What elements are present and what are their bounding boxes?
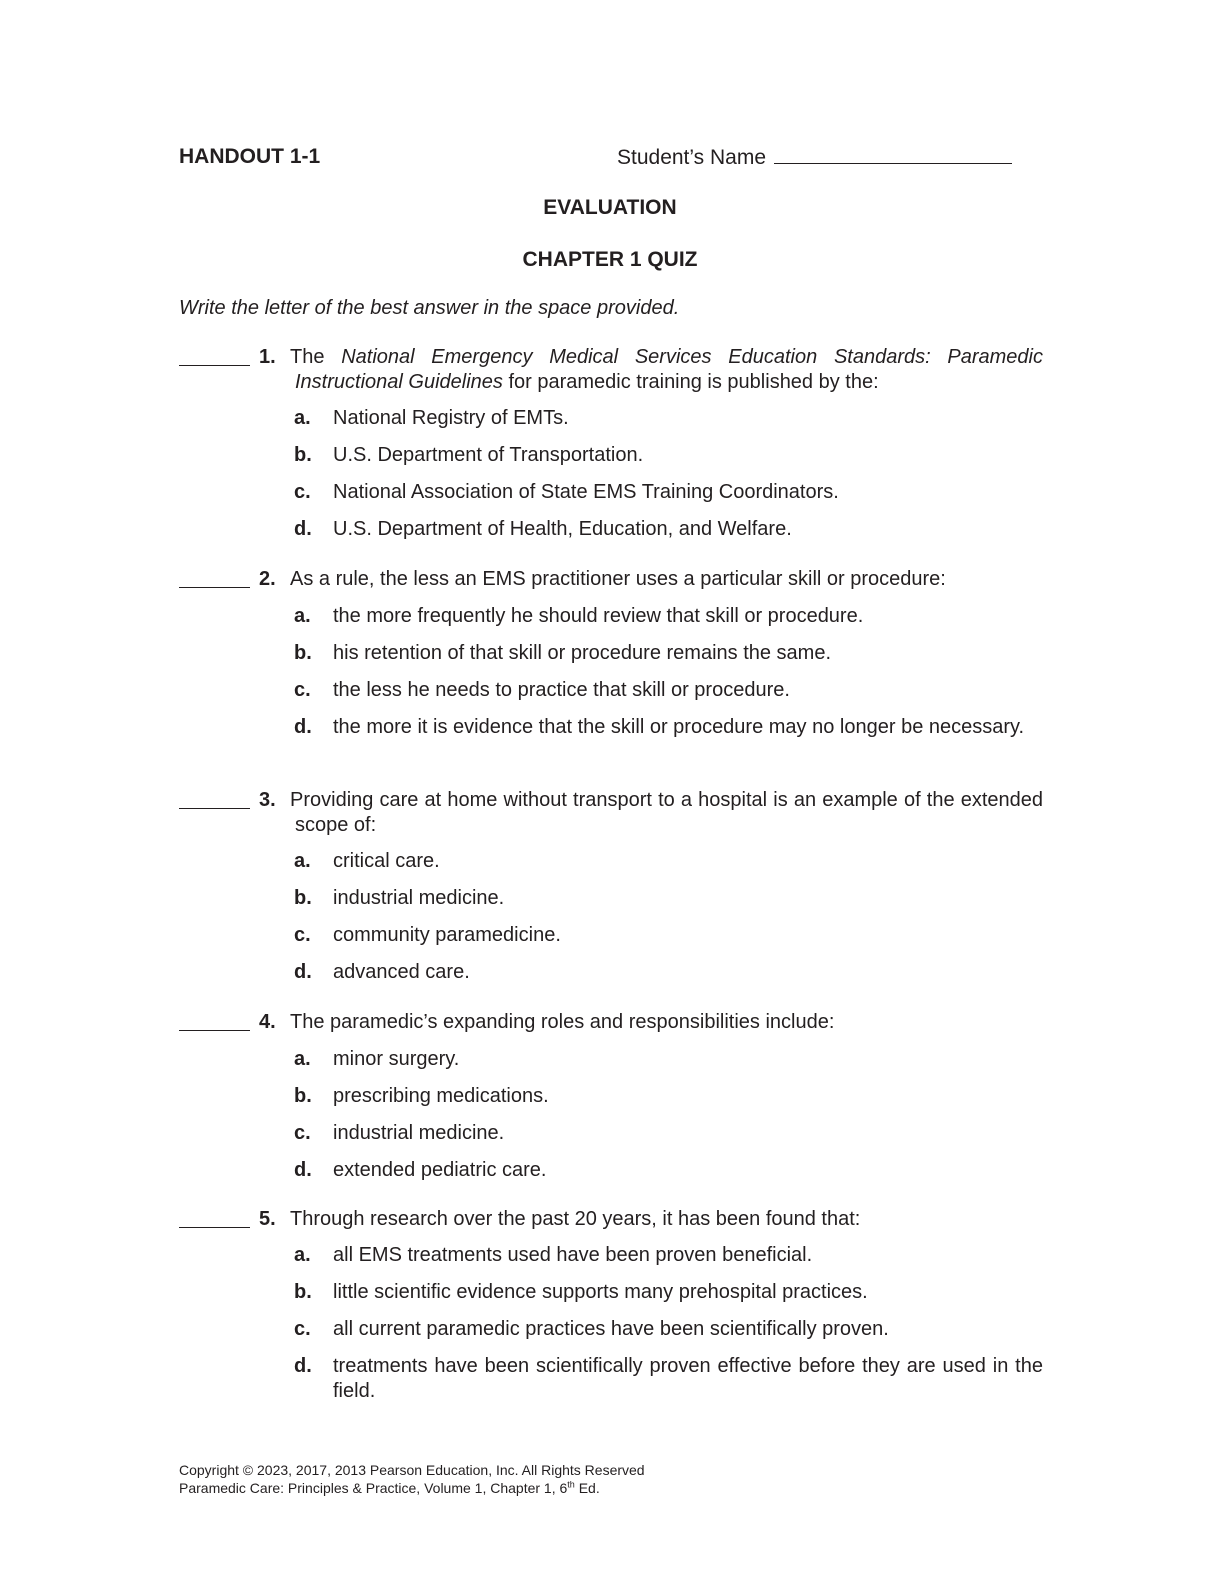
student-name-field bbox=[617, 143, 1012, 172]
question-number: 1. bbox=[259, 346, 276, 368]
option-d: d. treatments have been scientifically proven effective before they are used in the field. bbox=[294, 1355, 1043, 1402]
question-number: 4. bbox=[259, 1011, 276, 1033]
option-d: d. the more it is evidence that the skill or procedure may no longer be necessary. bbox=[294, 716, 1025, 738]
option-c: c. all current paramedic practices have been scientifically proven. bbox=[294, 1318, 889, 1340]
option-a: a. the more frequently he should review that skill or procedure. bbox=[294, 605, 864, 627]
copyright-notice: Copyright © 2023, 2017, 2013 Pearson Education, Inc. All Rights Reserved bbox=[179, 1462, 645, 1478]
question-text: Through research over the past 20 years, it has been found that: bbox=[290, 1208, 861, 1230]
student-name-label: Student’s Name bbox=[617, 146, 767, 169]
question-4 bbox=[179, 1010, 1043, 1183]
option-c: c. industrial medicine. bbox=[294, 1122, 505, 1144]
answer-blank-1[interactable] bbox=[179, 345, 250, 366]
question-text: The paramedic’s expanding roles and responsibilities include: bbox=[290, 1011, 835, 1033]
question-2 bbox=[179, 567, 1043, 740]
option-a: a. critical care. bbox=[294, 850, 440, 872]
option-c: c. community paramedicine. bbox=[294, 924, 561, 946]
question-3 bbox=[179, 788, 1043, 985]
option-b: b. industrial medicine. bbox=[294, 887, 505, 909]
handout-label: HANDOUT 1-1 bbox=[179, 145, 321, 168]
question-text: Providing care at home without transport to a hospital is an example of the extended scope of: bbox=[290, 789, 1043, 836]
option-a: a. all EMS treatments used have been proven beneficial. bbox=[294, 1244, 813, 1266]
question-text: The National Emergency Medical Services Education Standards: Paramedic Instructional Guidelines for paramedic training is published by the: bbox=[290, 346, 1043, 393]
option-d: d. U.S. Department of Health, Education, and Welfare. bbox=[294, 518, 792, 540]
question-5 bbox=[179, 1207, 1043, 1404]
option-b: b. his retention of that skill or procedure remains the same. bbox=[294, 642, 832, 664]
option-d: d. advanced care. bbox=[294, 961, 470, 983]
question-number: 2. bbox=[259, 568, 276, 590]
question-text: As a rule, the less an EMS practitioner uses a particular skill or procedure: bbox=[290, 568, 946, 590]
option-b: b. U.S. Department of Transportation. bbox=[294, 444, 644, 466]
instructions: Write the letter of the best answer in the space provided. bbox=[179, 297, 680, 319]
quiz-heading: CHAPTER 1 QUIZ bbox=[522, 248, 698, 271]
option-a: a. minor surgery. bbox=[294, 1048, 460, 1070]
question-number: 3. bbox=[259, 789, 276, 811]
answer-blank-5[interactable] bbox=[179, 1207, 250, 1228]
option-d: d. extended pediatric care. bbox=[294, 1159, 547, 1181]
option-a: a. National Registry of EMTs. bbox=[294, 407, 569, 429]
question-1 bbox=[179, 345, 1043, 542]
option-b: b. prescribing medications. bbox=[294, 1085, 549, 1107]
answer-blank-3[interactable] bbox=[179, 788, 250, 809]
publication-title: National Emergency Medical Services Education Standards: Paramedic Instructional Guidelines bbox=[295, 346, 1043, 393]
student-name-blank[interactable] bbox=[774, 143, 1012, 164]
answer-blank-2[interactable] bbox=[179, 567, 250, 588]
evaluation-heading: EVALUATION bbox=[543, 196, 677, 219]
option-c: c. the less he needs to practice that skill or procedure. bbox=[294, 679, 790, 701]
option-c: c. National Association of State EMS Training Coordinators. bbox=[294, 481, 839, 503]
book-citation: Paramedic Care: Principles & Practice, Volume 1, Chapter 1, 6th Ed. bbox=[179, 1479, 600, 1496]
question-number: 5. bbox=[259, 1208, 276, 1230]
option-b: b. little scientific evidence supports many prehospital practices. bbox=[294, 1281, 868, 1303]
page-footer bbox=[179, 1461, 645, 1497]
answer-blank-4[interactable] bbox=[179, 1010, 250, 1031]
